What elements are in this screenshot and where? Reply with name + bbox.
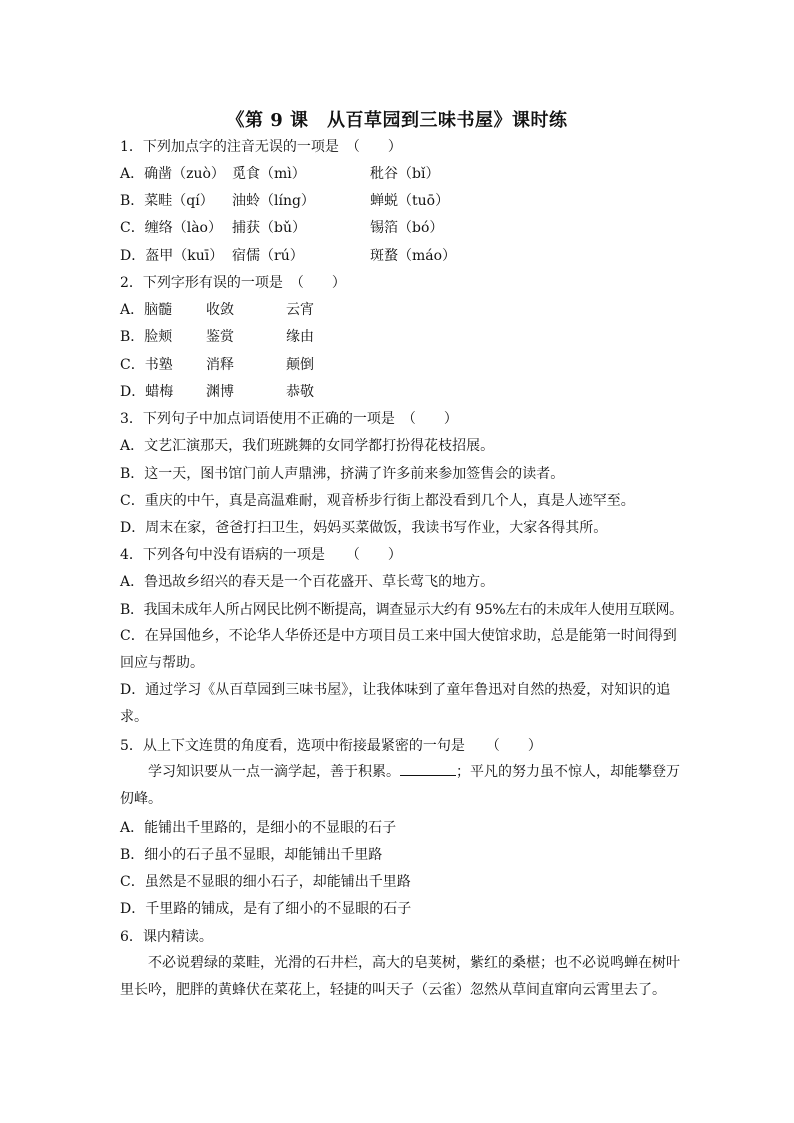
q2-option-d (120, 382, 314, 402)
q1-c-3: 锡箔（bó） (370, 220, 444, 236)
q5-passage-before: 学习知识要从一点一滴学起，善于积累。 (148, 764, 400, 780)
q5-option-c: C．虽然是不显眼的细小石子，却能铺出千里路 (120, 874, 411, 890)
q5-option-a: A．能铺出千里路的，是细小的不显眼的石子 (120, 820, 397, 836)
q5-option-d: D．千里路的铺成，是有了细小的不显眼的石子 (120, 901, 412, 917)
q2-b-3: 缘由 (286, 329, 314, 345)
q1-a-2: 觅食（mì） (232, 166, 306, 182)
q1-b-2: 油蛉（líng） (232, 193, 315, 209)
q4-option-d: D．通过学习《从百草园到三味书屋》，让我体味到了童年鲁迅对自然的热爱，对知识的追求。 (120, 682, 671, 725)
q2-a-2: 收敛 (206, 302, 234, 318)
q4-stem: 4．下列各句中没有语病的一项是 （ ） (120, 547, 402, 563)
page-title: 《第 9 课 从百草园到三味书屋》课时练 (226, 110, 568, 131)
q5-passage (120, 759, 680, 813)
q1-d-2: 宿儒（rú） (232, 248, 304, 264)
q2-option-a (120, 300, 314, 320)
q5-passage-after: ；平凡的努力虽不惊人，却能攀登万仞峰。 (120, 764, 680, 807)
q2-c-1: C．书塾 (120, 357, 173, 373)
q1-a-1: A．确凿（zuò） (120, 166, 225, 182)
q6-stem: 6．课内精读。 (120, 929, 213, 945)
q2-c-2: 消释 (206, 357, 234, 373)
q1-b-3: 蝉蜕（tuō） (370, 193, 450, 209)
q1-b-1: B．菜畦（qí） (120, 193, 214, 209)
q5-answer-blank[interactable] (400, 761, 456, 776)
q2-option-c (120, 355, 314, 375)
q4-option-a: A．鲁迅故乡绍兴的春天是一个百花盛开、草长莺飞的地方。 (120, 574, 495, 590)
q2-option-b (120, 327, 314, 347)
q2-a-3: 云宵 (286, 302, 314, 318)
q3-option-c: C．重庆的中午，真是高温难耐，观音桥步行街上都没看到几个人，真是人迹罕至。 (120, 493, 635, 509)
q3-option-a: A．文艺汇演那天，我们班跳舞的女同学都打扮得花枝招展。 (120, 438, 495, 454)
q3-option-d: D．周末在家，爸爸打扫卫生，妈妈买菜做饭，我读书写作业，大家各得其所。 (120, 520, 608, 536)
q2-c-3: 颠倒 (286, 357, 314, 373)
q3-stem: 3．下列句子中加点词语使用不正确的一项是 （ ） (120, 411, 458, 427)
q2-d-1: D．蜡梅 (120, 384, 174, 400)
q2-b-1: B．脸颊 (120, 329, 173, 345)
q1-c-1: C．缠络（lào） (120, 220, 222, 236)
q5-stem: 5．从上下文连贯的角度看，选项中衔接最紧密的一句是 （ ） (120, 738, 542, 754)
q1-a-3: 秕谷（bǐ） (370, 166, 440, 182)
q1-option-a (120, 164, 439, 184)
q1-c-2: 捕获（bǔ） (232, 220, 306, 236)
q1-d-1: D．盔甲（kuī） (120, 248, 224, 264)
q4-option-b: B．我国未成年人所占网民比例不断提高，调查显示大约有 95%左右的未成年人使用互联网。 (120, 602, 683, 618)
q1-option-b (120, 191, 449, 211)
q2-a-1: A．脑髓 (120, 302, 173, 318)
q2-d-3: 恭敬 (286, 384, 314, 400)
q1-option-c (120, 218, 443, 238)
q2-stem: 2．下列字形有误的一项是 （ ） (120, 275, 346, 291)
q1-d-3: 斑蝥（máo） (370, 248, 457, 264)
q1-option-d (120, 246, 456, 266)
q3-option-b: B．这一天，图书馆门前人声鼎沸，挤满了许多前来参加签售会的读者。 (120, 466, 565, 482)
q1-stem: 1．下列加点字的注音无误的一项是 （ ） (120, 139, 402, 155)
q4-option-c: C．在异国他乡，不论华人华侨还是中方项目员工来中国大使馆求助，总是能第一时间得到回应与帮助。 (120, 628, 677, 671)
q6-passage: 不必说碧绿的菜畦，光滑的石井栏，高大的皂荚树，紫红的桑椹；也不必说鸣蝉在树叶里长吟，肥胖的黄蜂伏在菜花上，轻捷的叫天子（云雀）忽然从草间直窜向云霄里去了。 (120, 955, 680, 998)
q2-d-2: 渊博 (206, 384, 234, 400)
q2-b-2: 鉴赏 (206, 329, 234, 345)
q5-option-b: B．细小的石子虽不显眼，却能铺出千里路 (120, 847, 383, 863)
